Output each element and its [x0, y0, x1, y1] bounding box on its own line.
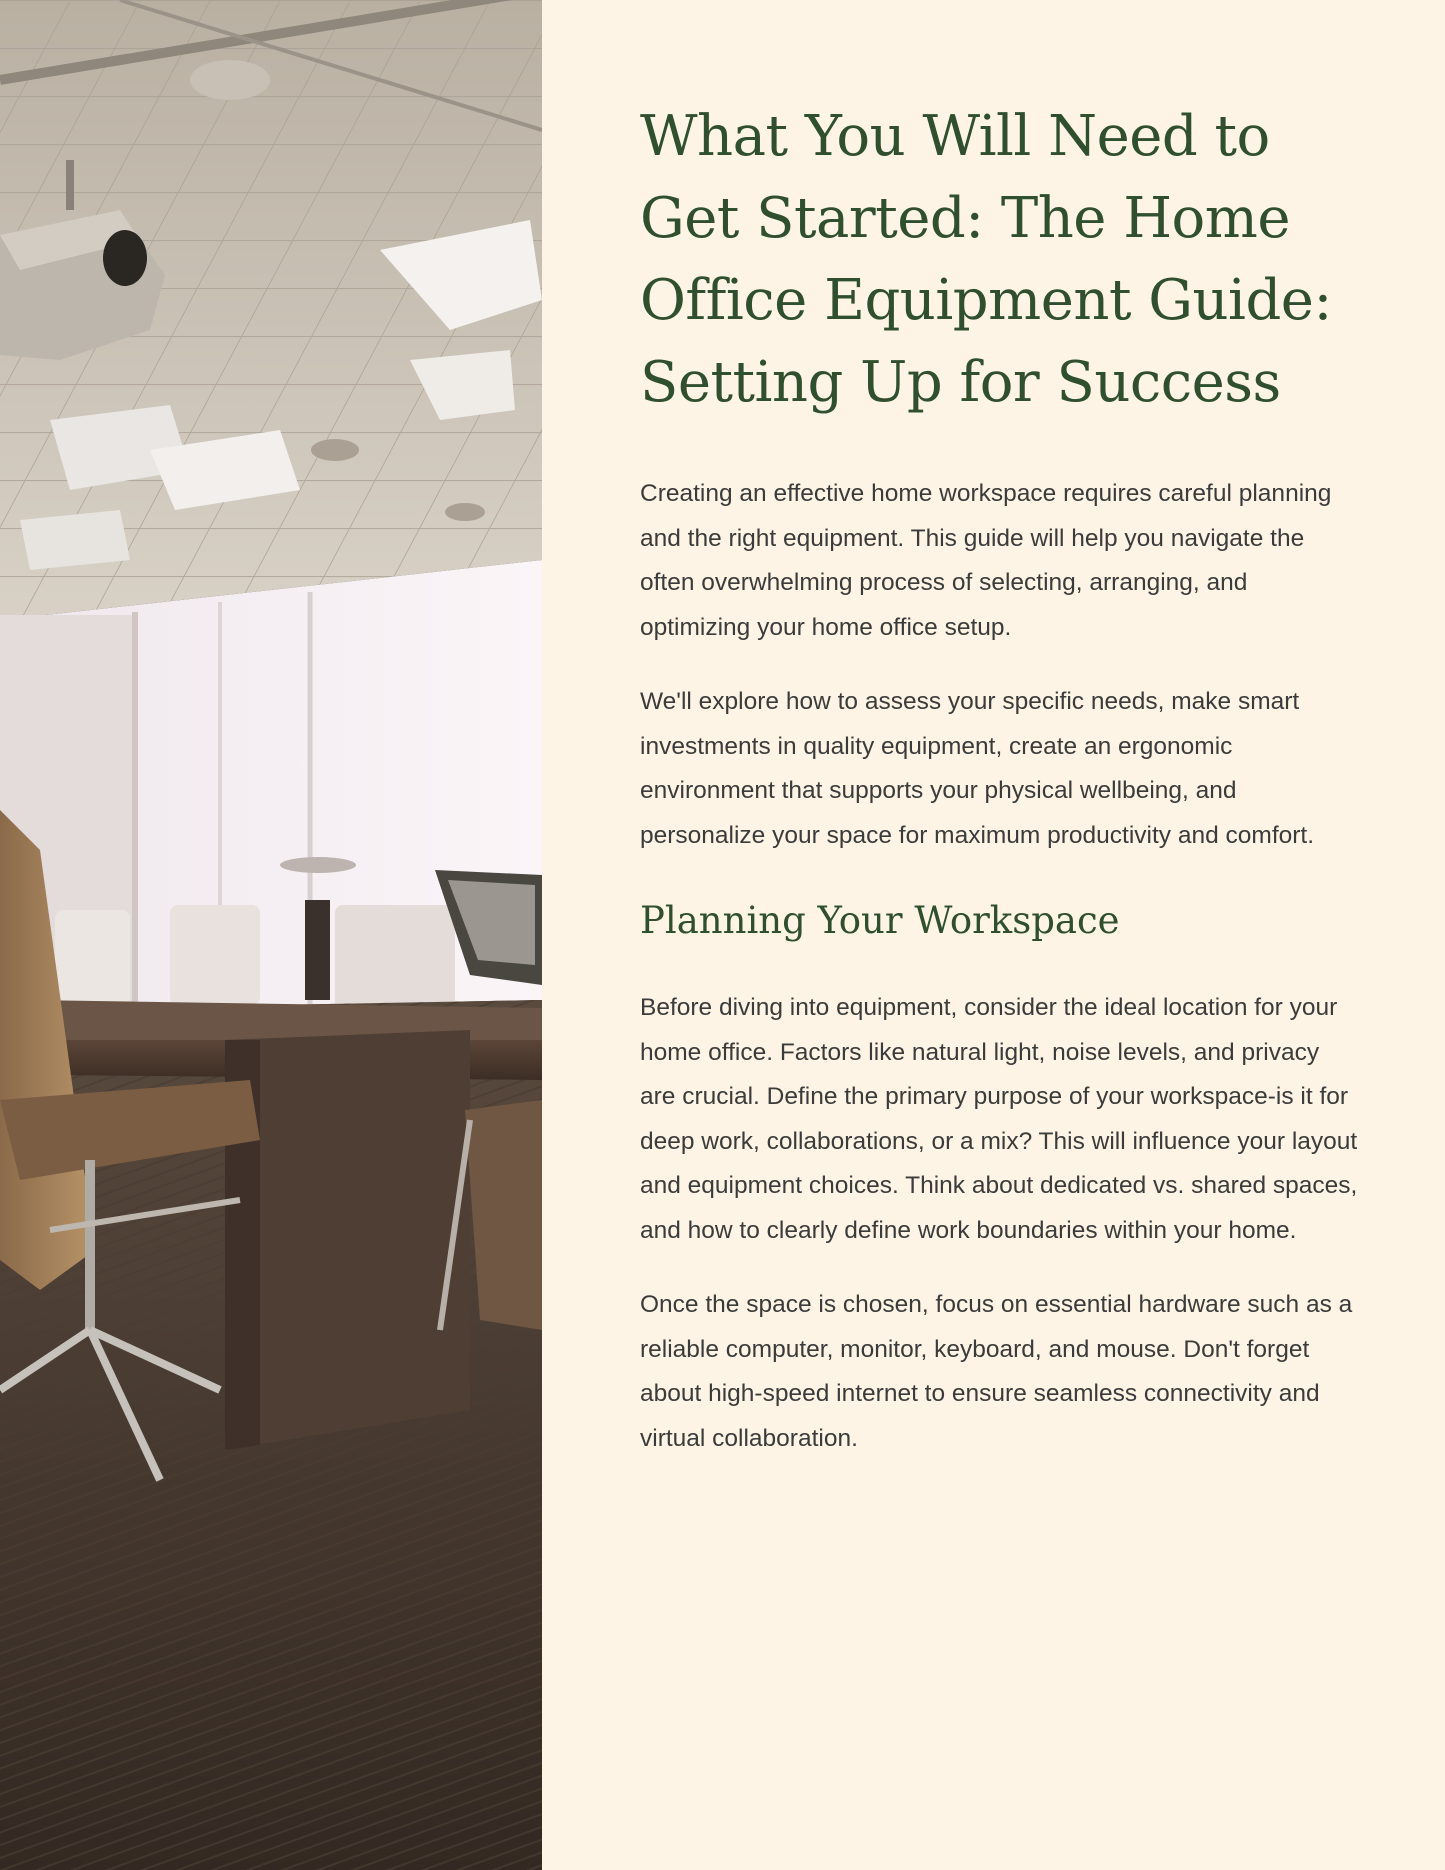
intro-paragraph-2: We'll explore how to assess your specific needs, make smart investments in quality equipment, create an ergonomic environment that supports your physical wellbeing, and personalize your space for maximum productivity and comfort.	[640, 688, 1315, 849]
section-heading: Planning Your Workspace	[640, 899, 1120, 942]
section-paragraph-2: Once the space is chosen, focus on essential hardware such as a reliable computer, monitor, keyboard, and mouse. Don't forget about high-speed internet to ensure seamless connectivity and virtual collaboration.	[640, 1291, 1353, 1452]
page-title: What You Will Need to Get Started: The Home Office Equipment Guide: Setting Up for Success	[640, 104, 1332, 415]
intro-paragraph-1: Creating an effective home workspace requires careful planning and the right equipment. This guide will help you navigate the often overwhelming process of selecting, arranging, and optimizing your home office setup.	[640, 480, 1332, 641]
section-paragraph-1: Before diving into equipment, consider the ideal location for your home office. Factors like natural light, noise levels, and privacy are crucial. Define the primary purpose of your workspace-is it for deep work, collaborations, or a mix? This will influence your layout and equipment choices. Think about dedicated vs. shared spaces, and how to clearly define work boundaries within your home.	[640, 994, 1358, 1244]
conference-room-photo	[0, 0, 542, 1870]
article-content	[640, 96, 1360, 1491]
